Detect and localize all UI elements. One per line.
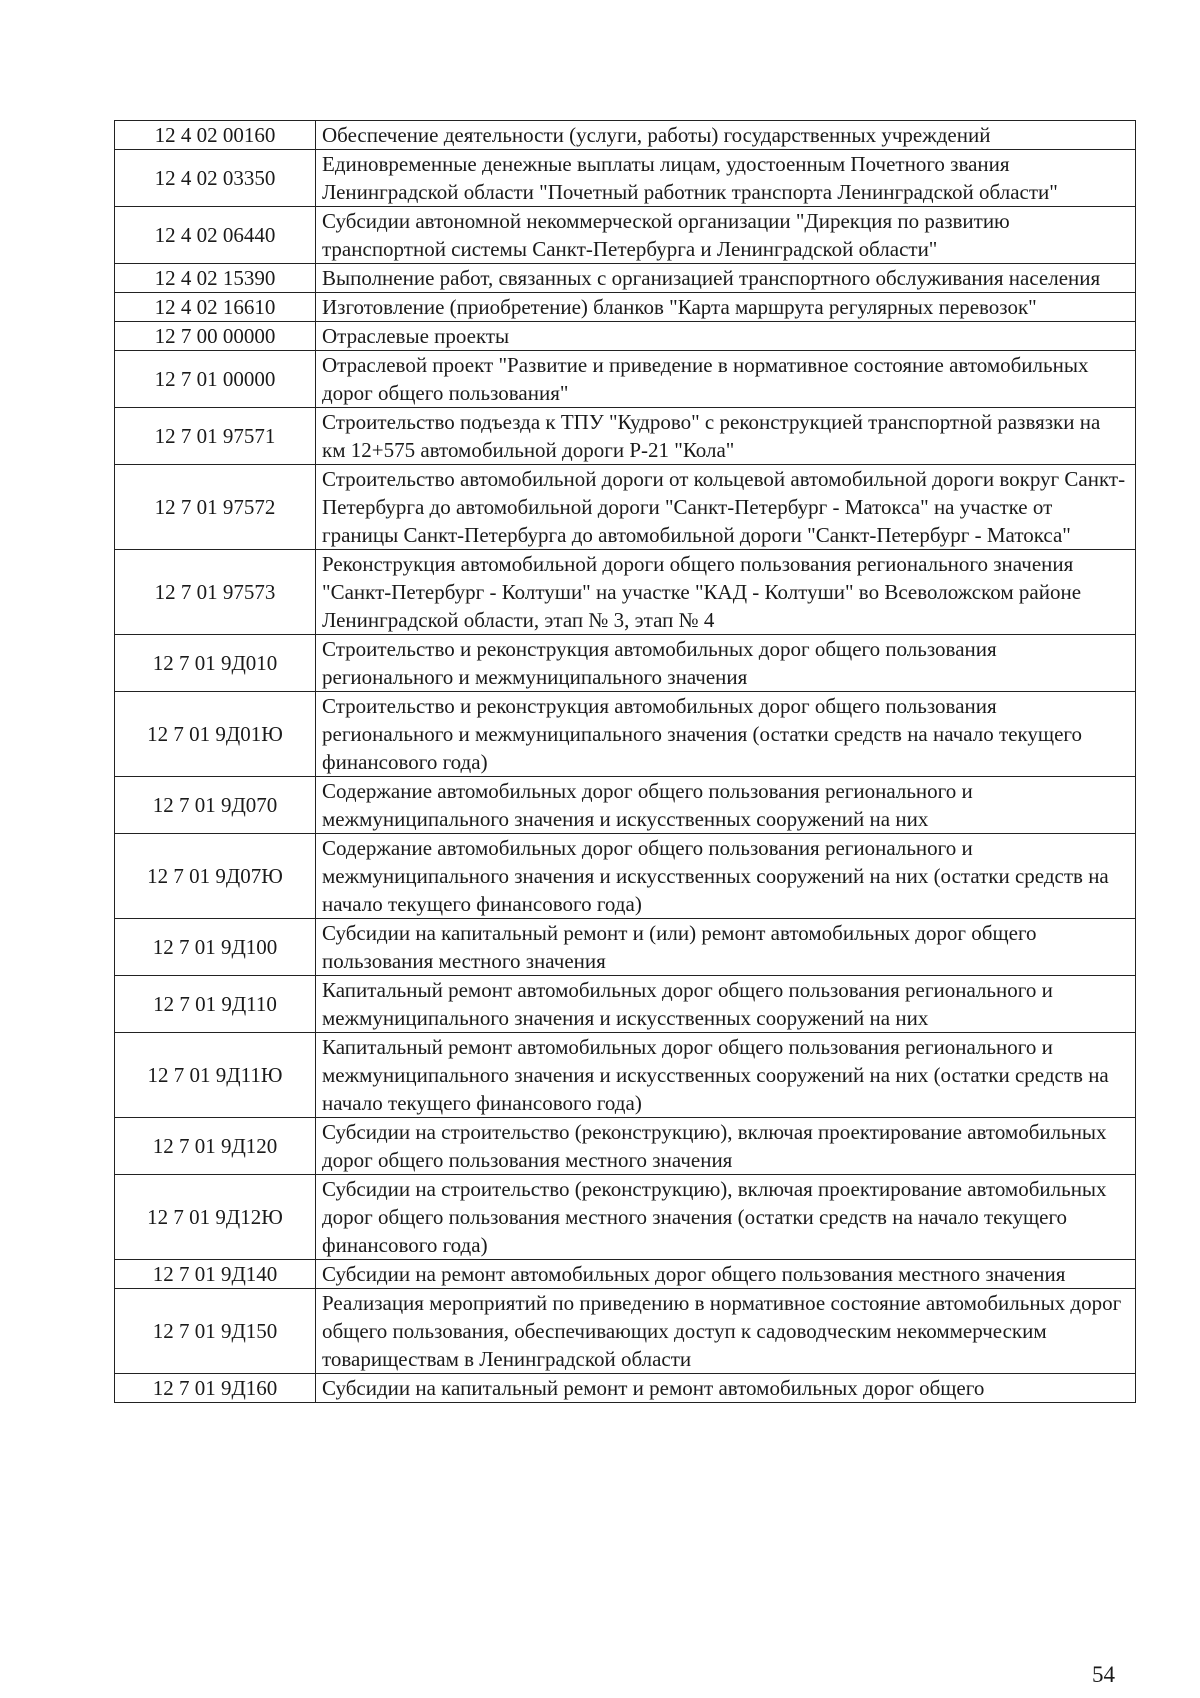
table-row	[115, 322, 1136, 351]
row-code: 12 7 00 00000	[115, 322, 316, 351]
row-description: Субсидии автономной некоммерческой организации "Дирекция по развитию транспортной системы Санкт-Петербурга и Ленинградской области"	[316, 207, 1136, 264]
row-code: 12 4 02 16610	[115, 293, 316, 322]
row-code: 12 7 01 97572	[115, 465, 316, 550]
table-row	[115, 351, 1136, 408]
row-description: Реконструкция автомобильной дороги общего пользования регионального значения "Санкт-Петербург - Колтуши" на участке "КАД - Колтуши" во Всеволожском районе Ленинградской области, этап № 3, этап № 4	[316, 550, 1136, 635]
table-row	[115, 264, 1136, 293]
row-description: Содержание автомобильных дорог общего пользования регионального и межмуниципального значения и искусственных сооружений на них (остатки средств на начало текущего финансового года)	[316, 834, 1136, 919]
table-row	[115, 919, 1136, 976]
table-row	[115, 1260, 1136, 1289]
table-row	[115, 777, 1136, 834]
row-code: 12 7 01 9Д11Ю	[115, 1033, 316, 1118]
row-code: 12 7 01 9Д120	[115, 1118, 316, 1175]
table-row	[115, 1118, 1136, 1175]
row-code: 12 7 01 9Д150	[115, 1289, 316, 1374]
row-code: 12 7 01 97573	[115, 550, 316, 635]
table-row	[115, 207, 1136, 264]
row-description: Строительство и реконструкция автомобильных дорог общего пользования регионального и межмуниципального значения (остатки средств на начало текущего финансового года)	[316, 692, 1136, 777]
row-code: 12 7 01 9Д07Ю	[115, 834, 316, 919]
row-code: 12 7 01 9Д01Ю	[115, 692, 316, 777]
table-row	[115, 408, 1136, 465]
row-description: Капитальный ремонт автомобильных дорог общего пользования регионального и межмуниципального значения и искусственных сооружений на них (остатки средств на начало текущего финансового года)	[316, 1033, 1136, 1118]
row-code: 12 7 01 9Д140	[115, 1260, 316, 1289]
row-description: Изготовление (приобретение) бланков "Карта маршрута регулярных перевозок"	[316, 293, 1136, 322]
table-row	[115, 692, 1136, 777]
table-row	[115, 1175, 1136, 1260]
table-row	[115, 465, 1136, 550]
table-row	[115, 550, 1136, 635]
budget-codes-table	[114, 120, 1136, 1403]
row-description: Единовременные денежные выплаты лицам, удостоенным Почетного звания Ленинградской области "Почетный работник транспорта Ленинградской области"	[316, 150, 1136, 207]
row-description: Субсидии на капитальный ремонт и (или) ремонт автомобильных дорог общего пользования местного значения	[316, 919, 1136, 976]
row-code: 12 4 02 03350	[115, 150, 316, 207]
row-code: 12 7 01 9Д12Ю	[115, 1175, 316, 1260]
row-description: Капитальный ремонт автомобильных дорог общего пользования регионального и межмуниципального значения и искусственных сооружений на них	[316, 976, 1136, 1033]
row-code: 12 4 02 06440	[115, 207, 316, 264]
row-description: Субсидии на строительство (реконструкцию), включая проектирование автомобильных дорог общего пользования местного значения (остатки средств на начало текущего финансового года)	[316, 1175, 1136, 1260]
row-code: 12 4 02 15390	[115, 264, 316, 293]
row-description: Субсидии на капитальный ремонт и ремонт автомобильных дорог общего	[316, 1374, 1136, 1403]
table-row	[115, 834, 1136, 919]
row-description: Выполнение работ, связанных с организацией транспортного обслуживания населения	[316, 264, 1136, 293]
table-row	[115, 1374, 1136, 1403]
row-code: 12 4 02 00160	[115, 121, 316, 150]
table-row	[115, 293, 1136, 322]
row-code: 12 7 01 9Д070	[115, 777, 316, 834]
table-row	[115, 635, 1136, 692]
row-description: Субсидии на строительство (реконструкцию), включая проектирование автомобильных дорог общего пользования местного значения	[316, 1118, 1136, 1175]
row-description: Отраслевые проекты	[316, 322, 1136, 351]
row-description: Строительство подъезда к ТПУ "Кудрово" с реконструкцией транспортной развязки на км 12+575 автомобильной дороги Р-21 "Кола"	[316, 408, 1136, 465]
row-code: 12 7 01 9Д010	[115, 635, 316, 692]
row-description: Строительство автомобильной дороги от кольцевой автомобильной дороги вокруг Санкт-Петербурга до автомобильной дороги "Санкт-Петербург - Матокса" на участке от границы Санкт-Петербурга до автомобильной дороги "Санкт-Петербург - Матокса"	[316, 465, 1136, 550]
row-description: Реализация мероприятий по приведению в нормативное состояние автомобильных дорог общего пользования, обеспечивающих доступ к садоводческим некоммерческим товариществам в Ленинградской области	[316, 1289, 1136, 1374]
row-description: Отраслевой проект "Развитие и приведение в нормативное состояние автомобильных дорог общего пользования"	[316, 351, 1136, 408]
row-description: Содержание автомобильных дорог общего пользования регионального и межмуниципального значения и искусственных сооружений на них	[316, 777, 1136, 834]
row-description: Обеспечение деятельности (услуги, работы) государственных учреждений	[316, 121, 1136, 150]
table-row	[115, 150, 1136, 207]
row-description: Субсидии на ремонт автомобильных дорог общего пользования местного значения	[316, 1260, 1136, 1289]
table-row	[115, 1033, 1136, 1118]
row-code: 12 7 01 9Д110	[115, 976, 316, 1033]
table-row	[115, 121, 1136, 150]
table-row	[115, 976, 1136, 1033]
row-code: 12 7 01 9Д100	[115, 919, 316, 976]
row-code: 12 7 01 9Д160	[115, 1374, 316, 1403]
row-code: 12 7 01 97571	[115, 408, 316, 465]
table-row	[115, 1289, 1136, 1374]
row-code: 12 7 01 00000	[115, 351, 316, 408]
page-number: 54	[1092, 1662, 1115, 1687]
row-description: Строительство и реконструкция автомобильных дорог общего пользования регионального и межмуниципального значения	[316, 635, 1136, 692]
